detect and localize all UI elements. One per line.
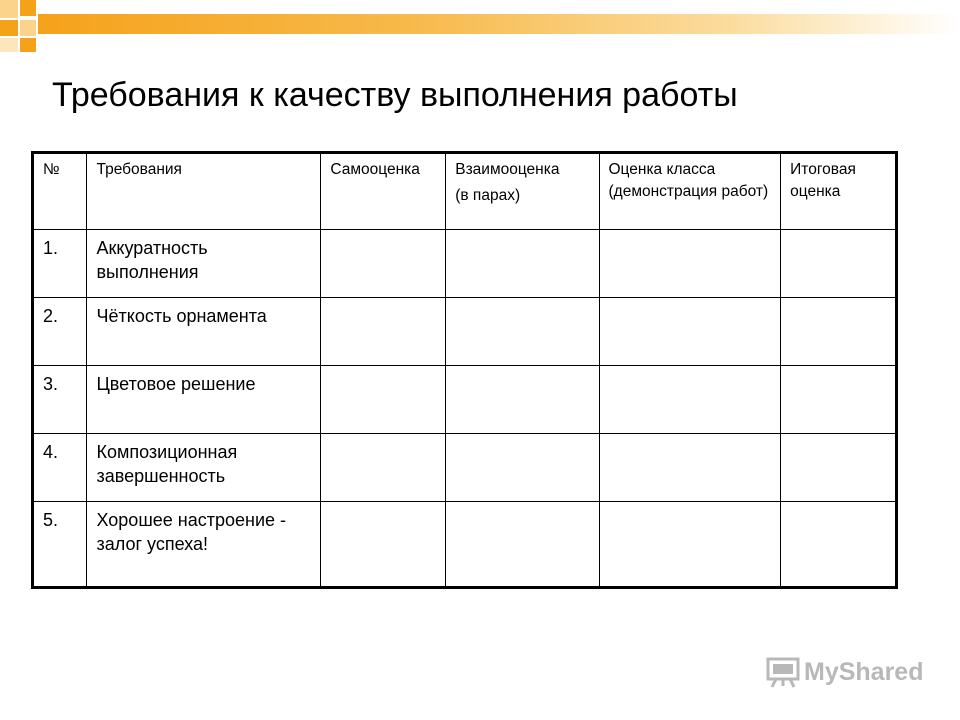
class-assessment-cell — [599, 502, 781, 588]
myshared-watermark — [766, 656, 923, 688]
class-assessment-cell — [599, 366, 781, 434]
row-number: 4. — [33, 434, 87, 502]
peer-assessment-cell — [446, 366, 599, 434]
decorative-square — [20, 38, 36, 52]
header-class-assessment: Оценка класса (демонстрация работ) — [599, 153, 781, 230]
final-grade-cell — [781, 502, 897, 588]
peer-assessment-cell — [446, 434, 599, 502]
final-grade-cell — [781, 434, 897, 502]
final-grade-cell — [781, 230, 897, 298]
self-assessment-cell — [321, 298, 446, 366]
decorative-square — [0, 0, 18, 18]
header-final-grade: Итоговая оценка — [781, 153, 897, 230]
peer-assessment-cell — [446, 230, 599, 298]
header-requirements: Требования — [87, 153, 321, 230]
self-assessment-cell — [321, 434, 446, 502]
self-assessment-cell — [321, 502, 446, 588]
decorative-square — [20, 0, 36, 16]
table-row — [33, 434, 897, 502]
row-requirement: Хорошее настроение - залог успеха! — [87, 502, 321, 588]
table-row — [33, 502, 897, 588]
final-grade-cell — [781, 366, 897, 434]
decorative-square — [20, 20, 36, 36]
row-number: 5. — [33, 502, 87, 588]
class-assessment-cell — [599, 298, 781, 366]
table-row — [33, 366, 897, 434]
peer-assessment-cell — [446, 502, 599, 588]
row-number: 1. — [33, 230, 87, 298]
table-row — [33, 230, 897, 298]
header-self-assessment: Самооценка — [321, 153, 446, 230]
row-requirement: Цветовое решение — [87, 366, 321, 434]
header-peer-assessment-sub: (в парах) — [455, 187, 521, 204]
final-grade-cell — [781, 298, 897, 366]
slide-title: Требования к качеству выполнения работы — [52, 76, 738, 114]
decorative-header-bar — [38, 14, 960, 34]
decorative-square — [0, 20, 18, 36]
presentation-board-icon — [766, 656, 800, 688]
row-requirement: Композиционная завершенность — [87, 434, 321, 502]
table-header-row — [33, 153, 897, 230]
class-assessment-cell — [599, 230, 781, 298]
self-assessment-cell — [321, 366, 446, 434]
table-row — [33, 298, 897, 366]
watermark-text: MyShared — [804, 657, 924, 686]
row-requirement: Аккуратность выполнения — [87, 230, 321, 298]
header-peer-assessment — [446, 153, 599, 230]
self-assessment-cell — [321, 230, 446, 298]
header-number: № — [33, 153, 87, 230]
row-number: 2. — [33, 298, 87, 366]
peer-assessment-cell — [446, 298, 599, 366]
class-assessment-cell — [599, 434, 781, 502]
header-peer-assessment-label: Взаимооценка — [455, 161, 560, 178]
decorative-square — [0, 38, 18, 52]
row-requirement: Чёткость орнамента — [87, 298, 321, 366]
row-number: 3. — [33, 366, 87, 434]
requirements-table — [31, 151, 898, 589]
